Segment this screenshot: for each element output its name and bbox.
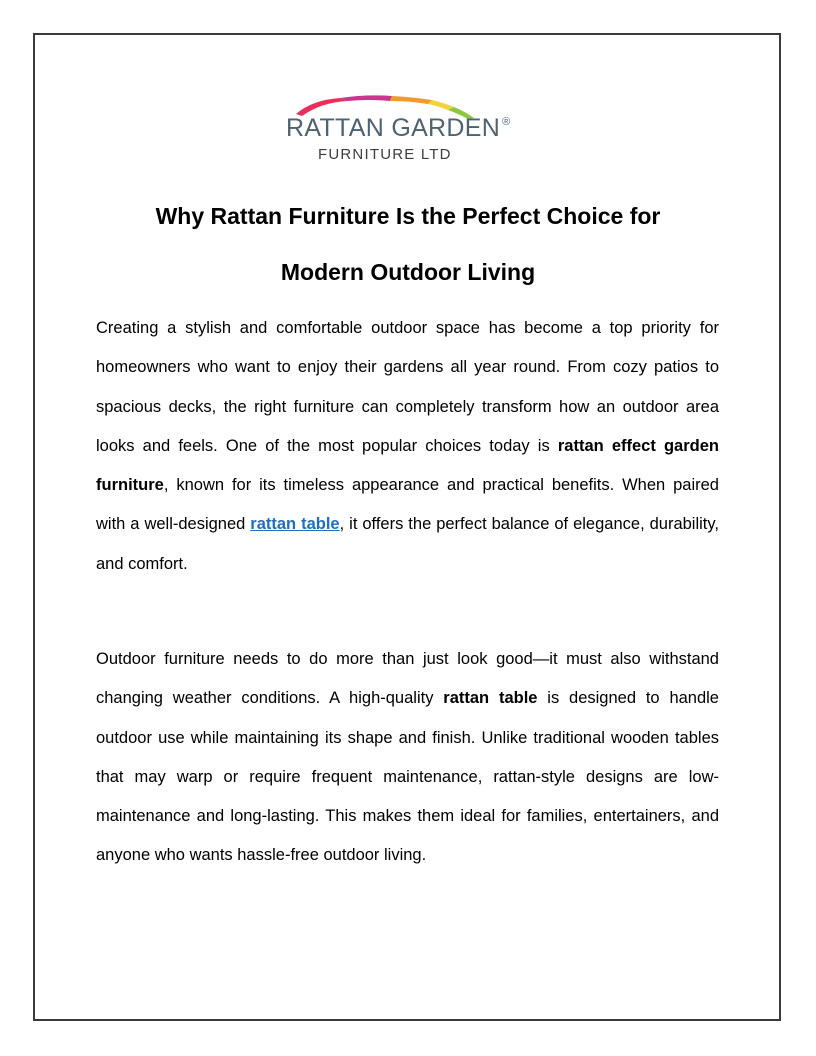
paragraph-1-text-a: Creating a stylish and comfortable outdoor space has become a top priority for homeowners who want to enjoy their gardens all year round. From cozy patios to spacious decks, the right furniture can completely transform how an outdoor area looks and feels. One of the most popular choices today is (96, 319, 719, 455)
company-logo (282, 92, 538, 168)
registered-mark: ® (502, 116, 511, 128)
paragraph-2-text-b: is designed to handle outdoor use while maintaining its shape and finish. Unlike traditional wooden tables that may warp or require frequent maintenance, rattan-style designs are low-maintenance and long-lasting. This makes them ideal for families, entertainers, and anyone who wants hassle-free outdoor living. (96, 689, 719, 865)
paragraph-1-text-c: , it offers the perfect balance of elegance, durability, and comfort. (96, 515, 720, 573)
keyword-rattan-table: rattan table (443, 689, 538, 708)
keyword-rattan-effect: rattan effect garden furniture (96, 436, 719, 495)
paragraph-2-text-a: Outdoor furniture needs to do more than just look good—it must also withstand changing weather conditions. A high-quality (96, 650, 719, 708)
logo-brand-name: RATTAN GARDEN ® (286, 114, 511, 142)
paragraph-1-text-b: , known for its timeless appearance and practical benefits. When paired with a well-designed (96, 476, 719, 534)
article-title (90, 188, 726, 300)
title-line-2: Modern Outdoor Living (280, 259, 536, 285)
rattan-table-link[interactable]: rattan table (250, 515, 340, 534)
paragraph-1 (96, 309, 719, 584)
paragraph-2 (96, 640, 719, 876)
logo-brand-subtitle: FURNITURE LTD (318, 146, 452, 163)
title-line-1: Why Rattan Furniture Is the Perfect Choice for (155, 203, 661, 229)
